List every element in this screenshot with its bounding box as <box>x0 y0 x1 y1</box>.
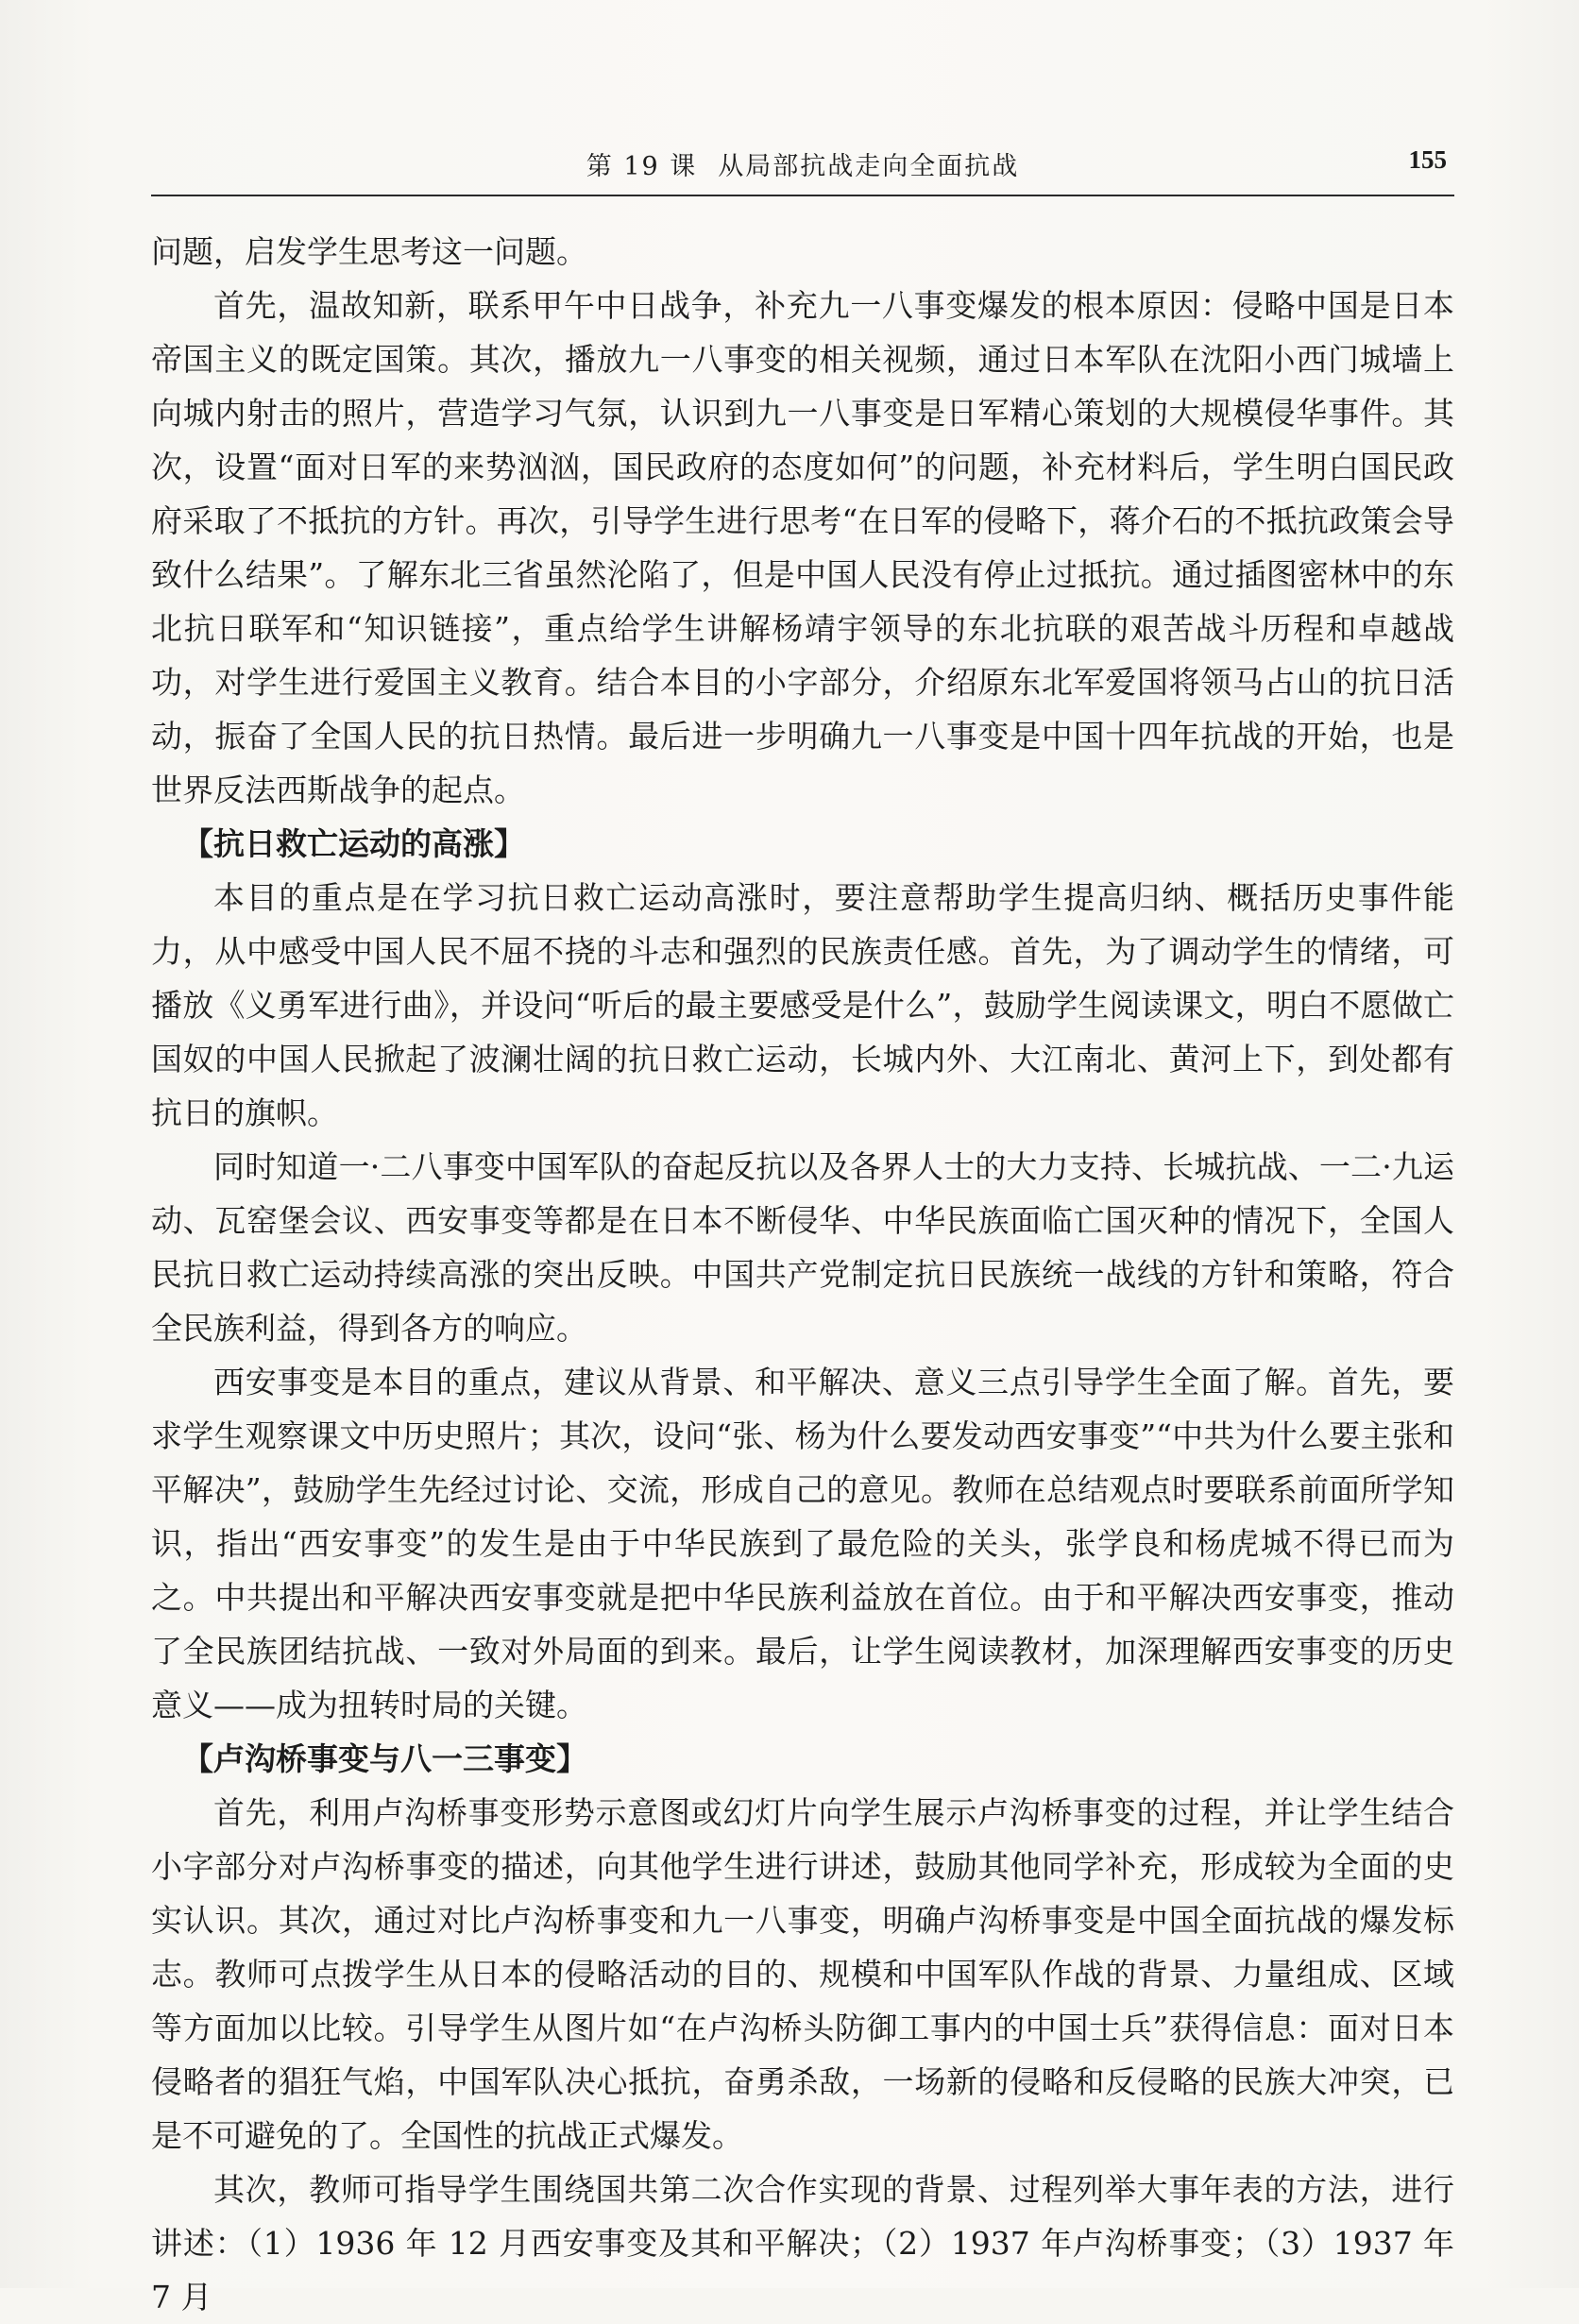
section-heading: 【抗日救亡运动的高涨】 <box>182 825 525 862</box>
section-heading: 【卢沟桥事变与八一三事变】 <box>182 1740 587 1777</box>
paragraph: 本目的重点是在学习抗日救亡运动高涨时，要注意帮助学生提高归纳、概括历史事件能力，从中感受中国人民不屈不挠的斗志和强烈的民族责任感。首先，为了调动学生的情绪，可播放《义勇军进行曲》，并设问“听后的最主要感受是什么”，鼓励学生阅读课文，明白不愿做亡国奴的中国人民掀起了波澜壮阔的抗日救亡运动，长城内外、大江南北、黄河上下，到处都有抗日的旗帜。 <box>151 879 1454 1131</box>
body-text <box>151 225 1454 2324</box>
page-number: 155 <box>1408 145 1447 174</box>
paragraph: 首先，温故知新，联系甲午中日战争，补充九一八事变爆发的根本原因：侵略中国是日本帝国主义的既定国策。其次，播放九一八事变的相关视频，通过日本军队在沈阳小西门城墙上向城内射击的照片，营造学习气氛，认识到九一八事变是日军精心策划的大规模侵华事件。其次，设置“面对日军的来势汹汹，国民政府的态度如何”的问题，补充材料后，学生明白国民政府采取了不抵抗的方针。再次，引导学生进行思考“在日军的侵略下，蒋介石的不抵抗政策会导致什么结果”。了解东北三省虽然沦陷了，但是中国人民没有停止过抵抗。通过插图密林中的东北抗日联军和“知识链接”，重点给学生讲解杨靖宇领导的东北抗联的艰苦战斗历程和卓越战功，对学生进行爱国主义教育。结合本目的小字部分，介绍原东北军爱国将领马占山的抗日活动，振奋了全国人民的抗日热情。最后进一步明确九一八事变是中国十四年抗战的开始，也是世界反法西斯战争的起点。 <box>151 287 1454 808</box>
running-header <box>151 142 1454 196</box>
lesson-title: 从局部抗战走向全面抗战 <box>718 152 1020 181</box>
paragraph: 其次，教师可指导学生围绕国共第二次合作实现的背景、过程列举大事年表的方法，进行讲述：（1）1936 年 12 月西安事变及其和平解决；（2）1937 年卢沟桥事变；（3）1937 年 7 月 <box>151 2171 1454 2316</box>
paragraph: 同时知道一·二八事变中国军队的奋起反抗以及各界人士的大力支持、长城抗战、一二·九运动、瓦窑堡会议、西安事变等都是在日本不断侵华、中华民族面临亡国灭种的情况下，全国人民抗日救亡运动持续高涨的突出反映。中国共产党制定抗日民族统一战线的方针和策略，符合全民族利益，得到各方的响应。 <box>151 1148 1454 1347</box>
paragraph: 首先，利用卢沟桥事变形势示意图或幻灯片向学生展示卢沟桥事变的过程，并让学生结合小字部分对卢沟桥事变的描述，向其他学生进行讲述，鼓励其他同学补充，形成较为全面的史实认识。其次，通过对比卢沟桥事变和九一八事变，明确卢沟桥事变是中国全面抗战的爆发标志。教师可点拨学生从日本的侵略活动的目的、规模和中国军队作战的背景、力量组成、区域等方面加以比较。引导学生从图片如“在卢沟桥头防御工事内的中国士兵”获得信息：面对日本侵略者的猖狂气焰，中国军队决心抵抗，奋勇杀敌，一场新的侵略和反侵略的民族大冲突，已是不可避免的了。全国性的抗战正式爆发。 <box>151 1794 1454 2154</box>
paragraph: 问题，启发学生思考这一问题。 <box>151 233 587 270</box>
paragraph: 西安事变是本目的重点，建议从背景、和平解决、意义三点引导学生全面了解。首先，要求学生观察课文中历史照片；其次，设问“张、杨为什么要发动西安事变”“中共为什么要主张和平解决”，鼓励学生先经过讨论、交流，形成自己的意见。教师在总结观点时要联系前面所学知识，指出“西安事变”的发生是由于中华民族到了最危险的关头，张学良和杨虎城不得已而为之。中共提出和平解决西安事变就是把中华民族利益放在首位。由于和平解决西安事变，推动了全民族团结抗战、一致对外局面的到来。最后，让学生阅读教材，加深理解西安事变的历史意义——成为扭转时局的关键。 <box>151 1364 1454 1723</box>
lesson-number: 第 19 课 <box>586 152 698 181</box>
running-title <box>151 145 1454 182</box>
